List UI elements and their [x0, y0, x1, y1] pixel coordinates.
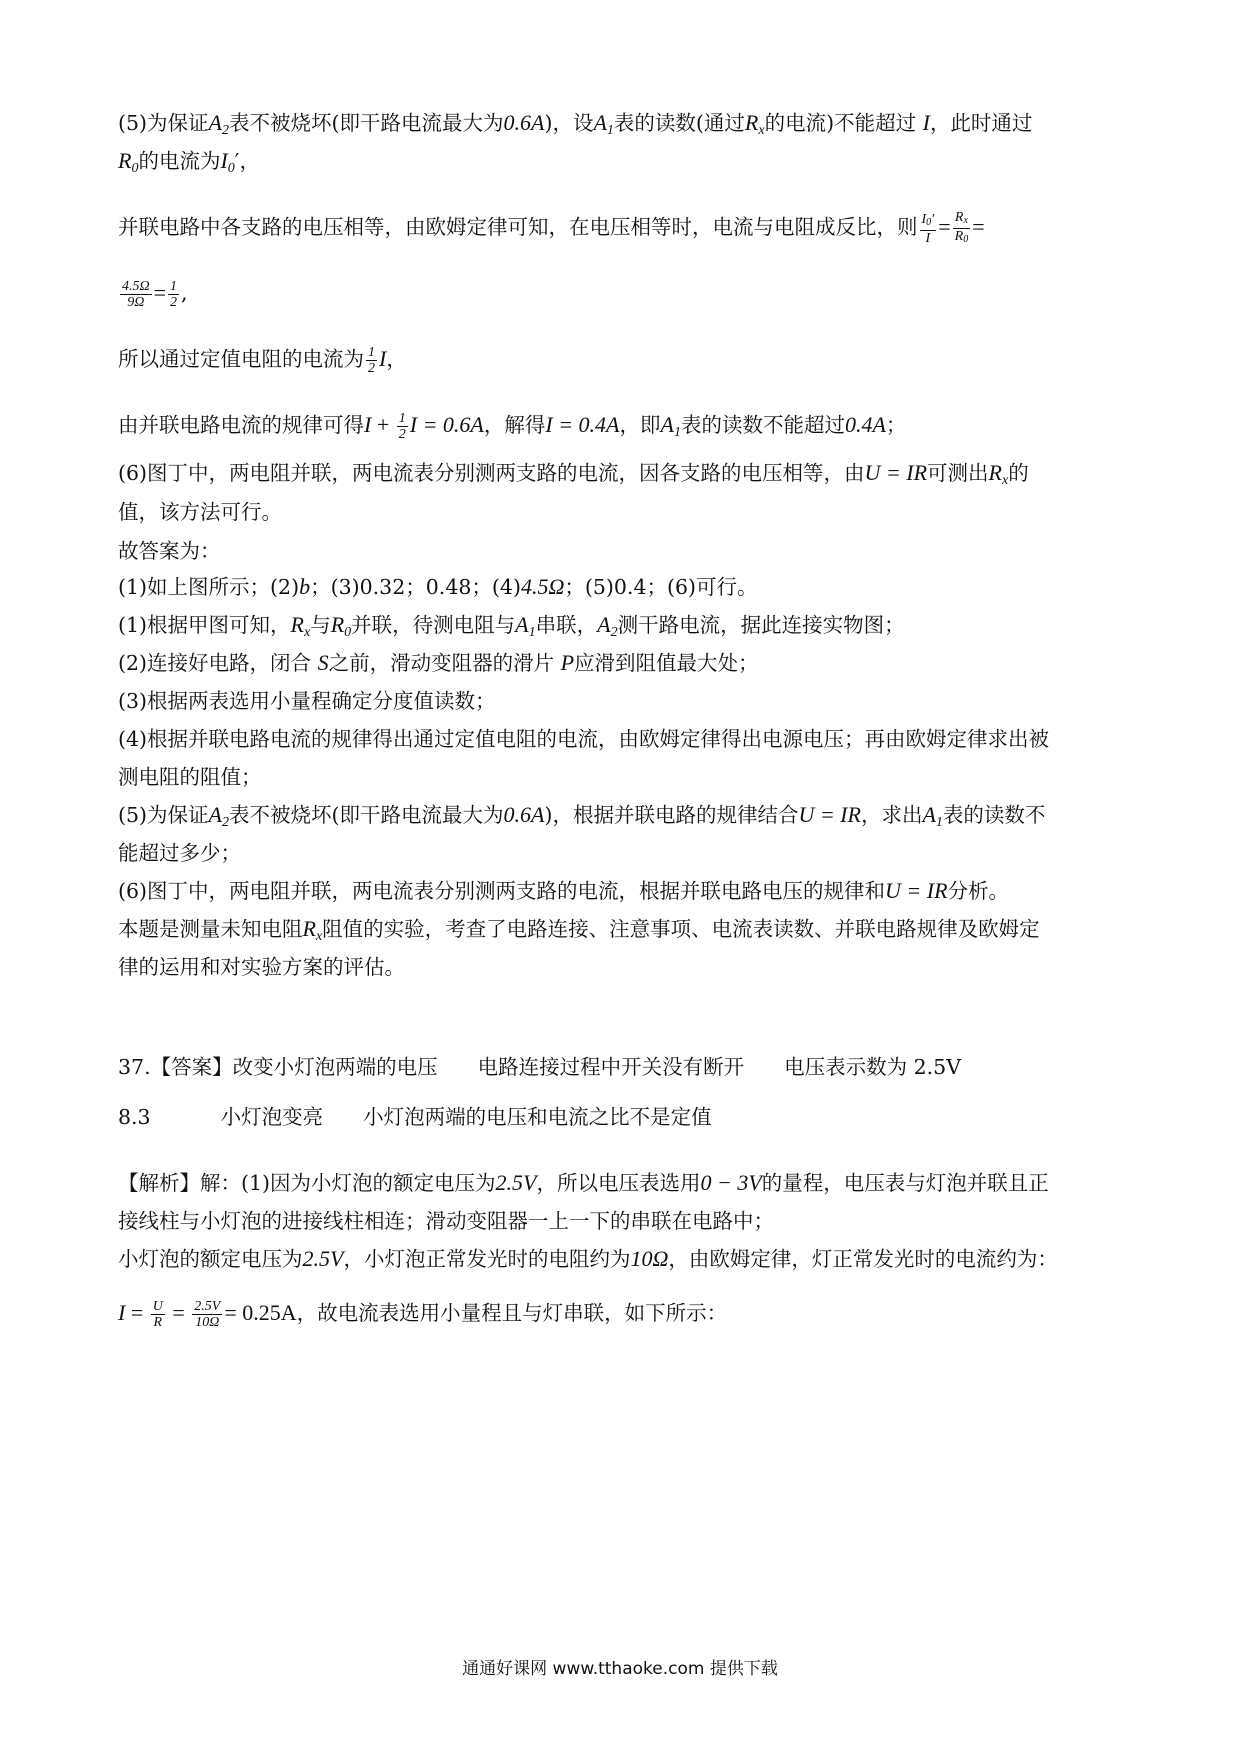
text-line: 由并联电路电流的规律可得I + $\frac{1}{2}$ I = 0.6A，解得I = 0.4A，即$A_1$表的读数不能超过0.4A； — [118, 411, 907, 442]
page-footer: 通通好课网 www.tthaoke.com 提供下载 — [462, 1659, 778, 1679]
text-line: $R_0$的电流为$I_0'$， — [118, 148, 260, 176]
text-line: (5)为保证$A_2$表不被烧坏(即干路电流最大为0.6A)，根据并联电路的规律结合U = IR，求出$A_1$表的读数不 — [118, 802, 1046, 830]
text-line: 小灯泡的额定电压为2.5V，小灯泡正常发光时的电阻约为10Ω，由欧姆定律，灯正常发光时的电流约为： — [118, 1246, 1058, 1271]
fraction: $\frac{1}{2}$ — [170, 279, 178, 310]
text-line: 所以通过定值电阻的电流为 $\frac{1}{2}$ I， — [118, 345, 407, 376]
text-line: 能超过多少； — [118, 841, 241, 865]
text-line: (6)图丁中，两电阻并联，两电流表分别测两支路的电流，因各支路的电压相等，由U = IR可测出$R_x$的 — [118, 460, 1029, 488]
text-line: 测电阻的阻值； — [118, 765, 262, 789]
fraction: $\frac{U}{R}$ — [152, 1299, 163, 1330]
fraction: $\frac{4.5\Omega}{9\Omega}$ — [122, 279, 150, 310]
text-line: 【解析】解：(1)因为小灯泡的额定电压为2.5V，所以电压表选用0 − 3V的量程，电压表与灯泡并联且正 — [118, 1170, 1049, 1195]
text-line: (5)为保证$A_2$表不被烧坏(即干路电流最大为0.6A)，设$A_1$表的读数(通过$R_x$的电流)不能超过 I，此时通过 — [118, 110, 1033, 138]
text-line: (6)图丁中，两电阻并联，两电流表分别测两支路的电流，根据并联电路电压的规律和U = IR分析。 — [118, 878, 1010, 903]
text-line: (1)根据甲图可知，$R_x$与$R_0$并联，待测电阻与$A_1$串联，$A_2$测干路电流，据此连接实物图； — [118, 612, 905, 640]
fraction: $\frac{1}{2}$ — [368, 345, 375, 376]
text-line: (2)连接好电路，闭合 S之前，滑动变阻器的滑片 P应滑到阻值最大处； — [118, 650, 759, 675]
text-line: (4)根据并联电路电流的规律得出通过定值电阻的电流，由欧姆定律得出电源电压；再由欧姆定律求出被 — [118, 727, 1050, 751]
fraction: $\frac{2.5V}{10\Omega}$ — [194, 1299, 221, 1330]
text-line: 并联电路中各支路的电压相等，由欧姆定律可知，在电压相等时，电流与电阻成反比，则 $\frac{I_0'}{I}$ = $\frac{R_x}{R_0}$ = — [118, 210, 985, 246]
text-line: I = $\frac{U}{R}$ = $\frac{2.5V}{10\Omega}$ = 0.25A，故电流表选用小量程且与灯串联，如下所示： — [118, 1299, 728, 1330]
text-line: 接线柱与小灯泡的进接线柱相连；滑动变阻器一上一下的串联在电路中； — [118, 1209, 774, 1233]
text-line: $\frac{4.5\Omega}{9\Omega}$ = $\frac{1}{2}$ , — [122, 279, 188, 310]
fraction: $\frac{R_x}{R_0}$ — [954, 210, 969, 245]
fraction: $\frac{I_0'}{I}$ — [921, 211, 935, 246]
text-line: (3)根据两表选用小量程确定分度值读数； — [118, 689, 496, 713]
answer-line: 8.3 小灯泡变亮 小灯泡两端的电压和电流之比不是定值 — [118, 1105, 712, 1129]
fraction: $\frac{1}{2}$ — [398, 411, 406, 442]
answer-line: 37.【答案】改变小灯泡两端的电压 电路连接过程中开关没有断开 电压表示数为 2.5V — [118, 1055, 962, 1079]
text-line: 故答案为： — [118, 539, 221, 563]
text-line: 值，该方法可行。 — [118, 500, 282, 524]
text-line: (1)如上图所示；(2)b；(3)0.32；0.48；(4)4.5Ω；(5)0.4；(6)可行。 — [118, 574, 758, 599]
text-line: 律的运用和对实验方案的评估。 — [118, 955, 405, 979]
text-line: 本题是测量未知电阻$R_x$阻值的实验，考查了电路连接、注意事项、电流表读数、并联电路规律及欧姆定 — [118, 916, 1040, 944]
